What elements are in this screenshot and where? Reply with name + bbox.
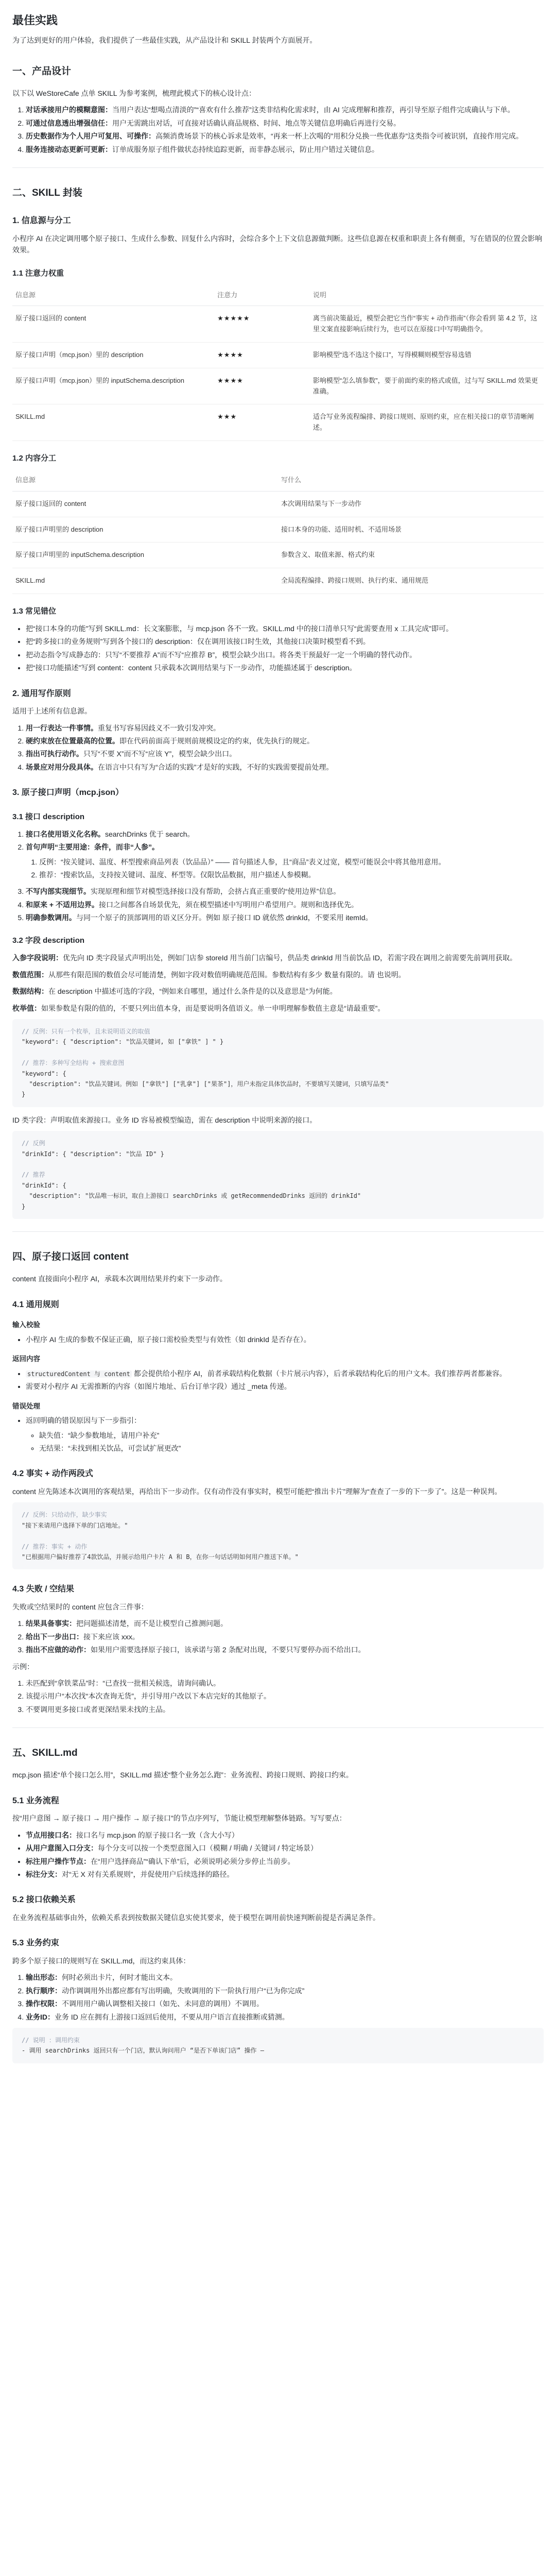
list-item: • 需要对小程序 AI 无需推断的内容（如图片地址、后台订单字段）通过 _meta 传递。 [26, 1381, 544, 1392]
list-item: 3. 指出可执行动作。只写“不要 X”而不写“应该 Y”，模型会缺少出口。 [26, 748, 544, 759]
subsection-title: 4.1 通用规则 [12, 1300, 59, 1309]
misplacement-list [12, 623, 544, 674]
code-line: // 反例：只有一个枚举，且未说明语义的取值 [22, 1028, 150, 1036]
page-title: 最佳实践 [12, 14, 58, 27]
column-header: 信息源 [12, 470, 278, 491]
list-item: • structuredContent 与 content 都会提供给小程序 AI，前者承载结构化数据（卡片展示内容），后者承载结构化后的用户文本。我们推荐两者都兼容。 [26, 1368, 544, 1379]
table-cell: 影响模型“怎么填参数”，要于前面约束的格式或值，过与写 SKILL.md 效果更准确。 [310, 368, 544, 404]
subsection-title: 5.3 业务约束 [12, 1939, 59, 1948]
star-rating: ★★★★ [214, 368, 310, 404]
code-line: "已根据用户偏好推荐了4款饮品，并展示给用户卡片 A 和 B，在你一句话话明如何用户推送下单。" [22, 1553, 299, 1561]
subsection-title: 3.1 接口 description [12, 812, 85, 821]
table-row [12, 517, 544, 543]
subsection-title: 1.1 注意力权重 [12, 268, 64, 278]
table-cell: 本次调用结果与下一步动作 [278, 491, 544, 517]
minor-heading: 返回内容 [12, 1355, 40, 1363]
failure-content-list [12, 1618, 544, 1655]
list-item: 1. 未匹配到“拿铁菜品”时：“已查找一批相关候选，请询问确认。 [26, 1677, 544, 1689]
table-cell: 参数含义、取值来源、格式约束 [278, 543, 544, 568]
section-title: 一、产品设计 [12, 65, 72, 77]
list-item: 1. 结果具备事实：把问题描述清楚，而不是让模型自己推测问题。 [26, 1618, 544, 1629]
code-line: } [22, 1091, 26, 1098]
list-item: 2. 给出下一步出口：接下来应该 xxx。 [26, 1631, 544, 1642]
code-line: // 反例 [22, 1140, 45, 1147]
table-cell: SKILL.md [12, 404, 214, 441]
attention-table [12, 285, 544, 441]
column-header: 信息源 [12, 285, 214, 306]
paragraph: 示例： [12, 1662, 34, 1671]
table-cell: 接口本身的功能、适用时机、不适用场景 [278, 517, 544, 543]
list-item: 3. 操作权限：不调用用户确认调整相关接口（如先、未同意的调用）不调用。 [26, 1998, 544, 2009]
list-item: • 小程序 AI 生成的参数不保证正确，原子接口需校验类型与有效性（如 drinkId 是否存在）。 [26, 1334, 544, 1345]
star-rating: ★★★★★ [214, 306, 310, 343]
code-block [12, 1131, 544, 1219]
subsection-title: 2. 通用写作原则 [12, 689, 71, 698]
list-item: 1. 反例：“按关键词、温度、杯型搜索商品列表（饮品品）” —— 首句描述人参，且“商品”表义过宽，模型可能误会中将其他用意用。 [39, 856, 544, 868]
code-line: "drinkId": { "description": "饮品 ID" } [22, 1150, 164, 1158]
input-validation-list [12, 1334, 544, 1345]
paragraph: 在业务流程基础事由外，依赖关系表到按数据关键信息实使其要求，使于模型在调用前快速判断前提是否满足条件。 [12, 1913, 380, 1922]
code-line: "drinkId": { [22, 1181, 66, 1189]
list-item: ◦ 无结果：“未找到相关饮品，可尝试扩展更改” [39, 1443, 544, 1454]
subsection-title: 3.2 字段 description [12, 936, 85, 945]
code-line: // 说明 ：调用约束 [22, 2036, 80, 2044]
subsection-title: 4.3 失败 / 空结果 [12, 1585, 75, 1594]
list-item: 4. 和原来 + 不适用边界。接口之间都各自场景优先，须在模型描述中写明用户希望用户。规则和选择优先。 [26, 899, 544, 910]
paragraph: mcp.json 描述“单个接口怎么用”，SKILL.md 描述“整个业务怎么跑”：业务流程、跨接口规则、跨接口约束。 [12, 1771, 353, 1780]
code-line: } [22, 1202, 26, 1210]
list-item: 3. 不写内部实现细节。实现原理和细节对模型选择接口没有帮助，会挤占真正重要的“使用边界”信息。 [26, 886, 544, 897]
code-block [12, 1019, 544, 1107]
star-rating: ★★★★ [214, 343, 310, 368]
column-header: 说明 [310, 285, 544, 306]
list-item: 1. 输出形态：何时必须出卡片，何时才能出文本。 [26, 1972, 544, 1983]
table-cell: SKILL.md [12, 568, 278, 594]
list-item: 2. 该提示用户“本次找“本次查询无货”，并引导用户改以下本店完好的其他原子。 [26, 1690, 544, 1702]
list-item: • 把“接口本身的功能”写到 SKILL.md：长文案膨胀，与 mcp.json 各不一致。SKILL.md 中的接口清单只写“此需要查用 x 工具完成”即可。 [26, 623, 544, 634]
subsection-title: 4.2 事实 + 动作两段式 [12, 1469, 93, 1479]
list-item: 1. 接口名使用语义化名称。searchDrinks 优于 search。 [26, 828, 544, 840]
section-title: 四、原子接口返回 content [12, 1251, 129, 1262]
minor-heading: 输入校验 [12, 1321, 40, 1329]
subsection-title: 5.2 接口依赖关系 [12, 1895, 76, 1905]
list-item: 1. 用一行表达一件事情。重复书写容易因歧义不一致引发冲突。 [26, 722, 544, 734]
list-item: 1. 对话承接用户的模糊意图：当用户表达“想喝点清淡的”“喜欢有什么推荐”这类非结构化需求时，由 AI 完成理解和推荐，再引导至原子组件完成确认与下单。 [26, 104, 544, 115]
subsection-title: 1. 信息源与分工 [12, 216, 71, 226]
list-item: 2. 可通过信息透出增强信任：用户无需跳出对话，可直接对话确认商品规格、时间、地点等关键信息明确后再进行交易。 [26, 117, 544, 129]
list-item: 5. 明确参数调用。与同一个原子的顶部调用的语义区分开。例如 原子接口 ID 就依然 drinkId，不要采用 itemId。 [26, 912, 544, 923]
paragraph: 按“用户意图 → 原子接口 → 用户操作 → 原子接口”的节点序列写，节能让模型理解整体链路。写写要点： [12, 1814, 346, 1823]
code-line: "接下来请用户选择下单的门店地址。" [22, 1521, 128, 1529]
divider [12, 1231, 544, 1232]
intro-paragraph: 为了达到更好的用户体验，我们提供了一些最佳实践，从产品设计和 SKILL 封装两个方面展开。 [12, 36, 317, 45]
list-item: 4. 服务连接动态更新可更新：订单成服务原子组件做状态持续追踪更新，而非静态展示，防止用户错过关键信息。 [26, 144, 544, 155]
list-item: • 把“接口功能描述”写到 content：content 只承载本次调用结果与下一步动作，功能描述属于 description。 [26, 662, 544, 673]
table-row [12, 543, 544, 568]
list-item: 4. 场景应对用分段具体。在语言中只有写为“合适的实践”才是好的实践，不好的实践需要提前处理。 [26, 761, 544, 773]
section-title: 二、SKILL 封装 [12, 187, 82, 198]
list-item: 2. 硬约束放在位置最高的位置。即在代码前面高于规则前规模设定的约束，优先执行的规定。 [26, 735, 544, 747]
code-line: - 调用 searchDrinks 返回只有一个门店，默认询问用户 “是否下单该门店” 操作 — [22, 2047, 264, 2055]
list-item: 3. 指出不应做的动作：如果用户需要选择原子接口，该承诺与第 2 条配对出现，不要只写要停办而不给出口。 [26, 1644, 544, 1655]
subsection-title: 5.1 业务流程 [12, 1796, 59, 1805]
list-item: ◦ 缺失值：“缺少参数地址，请用户补充” [39, 1430, 544, 1441]
table-cell: 离当前决策最近，模型会把它当作“事实 + 动作指南”（你会看到 第 4.2 节，这里文案直接影响后续行为，也可以在原接口中写明确指令。 [310, 306, 544, 343]
design-points-list [12, 104, 544, 155]
subsection-title: 3. 原子接口声明（mcp.json） [12, 788, 124, 798]
list-item: • 把动态指令写成静态的：只写“不要推荐 A”而不写“应推荐 B”，模型会缺少出口。将各类干预最好一定一个明确的替代动作。 [26, 649, 544, 660]
star-rating: ★★★ [214, 404, 310, 441]
table-row [12, 491, 544, 517]
table-cell: 原子接口声明（mcp.json）里的 inputSchema.description [12, 368, 214, 404]
list-item: 2. 推荐：“搜索饮品，支持按关键词、温度、杯型等。仅限饮品数据，用户描述人参模糊。 [39, 869, 544, 880]
subsection-title: 1.3 常见错位 [12, 607, 57, 616]
paragraph: 数据结构：在 description 中描述可选的字段，“例如来自哪里，通过什么条件是的以及意思是”为何能。 [12, 987, 337, 996]
list-item: • 从用户意图入口分支：每个分支可以按一个类型意图入口（模糊 / 明确 / 关键词 / 特定场景） [26, 1842, 544, 1854]
error-sublist [26, 1430, 544, 1454]
table-row [12, 368, 544, 404]
list-item: • 标注用户操作节点：在“用户选择商品”“确认下单”后，必须说明必须分步停止当前步。 [26, 1856, 544, 1867]
column-header: 注意力 [214, 285, 310, 306]
paragraph: 枚举值：如果参数是有限的值的，不要只列出值本身，而是要说明各值语义。单一申明理解参数值主意是“请最重要”。 [12, 1004, 385, 1012]
code-line: // 推荐：多种写全结构 + 搜索意图 [22, 1059, 125, 1067]
table-cell: 原子接口返回的 content [12, 306, 214, 343]
list-item: 3. 历史数据作为个人用户可复用、可操作：高频消费场景下的核心诉求是效率，“再来一杯上次喝的”用积分兑换一些优惠券”这类指令可被识别，直接作用完成。 [26, 130, 544, 142]
paragraph: 入参字段说明：优先向 ID 类字段显式声明出处，例如门店参 storeId 用当前门店编号，供品类 drinkId 用当前饮品 ID，若需字段在调用之前需要先前调用获取。 [12, 954, 517, 962]
flow-list [12, 1829, 544, 1880]
list-item: • 把“跨多接口的业务规则”写到各个接口的 description：仅在调用该接口时生效，其他接口决策时模型看不到。 [26, 636, 544, 647]
table-cell: 全局流程编排、跨接口规则、执行约束、通用规范 [278, 568, 544, 594]
column-header: 写什么 [278, 470, 544, 491]
code-block [12, 2028, 544, 2063]
table-row [12, 343, 544, 368]
paragraph: 小程序 AI 在决定调用哪个原子接口、生成什么参数、回复什么内容时，会综合多个上下文信息源做判断。这些信息源在权重和职责上各有侧重，写在错误的位置会影响效果。 [12, 234, 543, 255]
table-cell: 原子接口声明（mcp.json）里的 description [12, 343, 214, 368]
principles-list [12, 722, 544, 773]
divider [12, 1727, 544, 1728]
example-list [12, 1677, 544, 1715]
content-division-table [12, 470, 544, 594]
code-line: // 推荐：事实 + 动作 [22, 1543, 88, 1550]
list-item: • 节点用接口名：接口名与 mcp.json 的原子接口名一致（含大小写） [26, 1829, 544, 1841]
paragraph: content 应先陈述本次调用的客观结果，再给出下一步动作。仅有动作没有事实时，模型可能把“推出卡片”理解为“查查了一步的下一步了”。这是一种误判。 [12, 1487, 502, 1496]
example-sublist [26, 856, 544, 881]
code-line: "description": "饮品唯一标识，取自上游接口 searchDrinks 或 getRecommendedDrinks 返回的 drinkId" [22, 1192, 361, 1200]
table-row [12, 568, 544, 594]
list-item: • 标注分支：对“无 X 对有关系规则”，并促使用户后续选择的路径。 [26, 1869, 544, 1880]
table-cell: 原子接口返回的 content [12, 491, 278, 517]
return-content-list [12, 1368, 544, 1393]
list-item: 2. 执行顺序：动作调调用外出都应都有写出明确，失败调用的下一阶执行用户“已为你完成” [26, 1985, 544, 1996]
table-cell: 适合写业务流程编排、跨接口规则、原则约束，应在相关接口的章节清晰阐述。 [310, 404, 544, 441]
code-line: // 推荐 [22, 1171, 45, 1179]
list-item: • 返回明确的错误原因与下一步指引： ◦ 缺失值：“缺少参数地址，请用户补充” ◦ 无结果：“未找到相关饮品，可尝试扩展更改” [26, 1415, 544, 1454]
table-cell: 原子接口声明里的 inputSchema.description [12, 543, 278, 568]
list-item: 4. 业务ID：业务 ID 应在拥有上游接口返回后使用，不要从用户语言直接推断或猜测。 [26, 2011, 544, 2023]
table-cell: 原子接口声明里的 description [12, 517, 278, 543]
paragraph: 适用于上述所有信息源。 [12, 707, 92, 716]
paragraph: 失败或空结果时的 content 应包含三件事： [12, 1602, 148, 1611]
table-row [12, 306, 544, 343]
code-line: // 反例：只给动作，缺少事实 [22, 1511, 107, 1519]
code-line: "keyword": { [22, 1070, 66, 1077]
table-row [12, 404, 544, 441]
error-handling-list [12, 1415, 544, 1454]
list-item: 2. 首句声明“主要用途：条件，而非“人参”。 1. 反例：“按关键词、温度、杯型搜索商品列表（饮品品）” —— 首句描述人参，且“商品”表义过宽，模型可能误会中将其他用意用。 2. 推荐：“搜索饮品，支持按关键词、温度、杯型等。仅限饮品数据，用户描述人参模糊。 [26, 841, 544, 880]
paragraph: ID 类字段：声明取值来源接口。业务 ID 容易被模型编造，需在 description 中说明来源的接口。 [12, 1115, 317, 1124]
subsection-title: 1.2 内容分工 [12, 454, 57, 463]
interface-description-list [12, 828, 544, 924]
code-line: "description": "饮品关键词。例如 ["拿铁"] ["乳拿"] ["果茶"]，用户未指定具体饮品时，不要填写关键词，只填写品类" [22, 1080, 389, 1088]
paragraph: 跨多个原子接口的规则写在 SKILL.md，而这约束具体： [12, 1956, 190, 1965]
constraint-list [12, 1972, 544, 2023]
code-line: "keyword": { "description": "饮品关键词, 如 ["拿铁" ] " } [22, 1038, 224, 1046]
table-cell: 影响模型“选不选这个接口”，写得模糊则模型容易选错 [310, 343, 544, 368]
paragraph: 数值范围：从那些有限范围的数值会尽可能清楚，例如字段对数值明确规范范围。参数结构有多少 数量有限的。请 也说明。 [12, 970, 406, 979]
section-lead: 以下以 WeStoreCafe 点单 SKILL 为参考案例，梳理此模式下的核心设计点： [12, 89, 256, 97]
list-item: 3. 不要调用更多接口或者更深结果未找的主品。 [26, 1704, 544, 1715]
section-title: 五、SKILL.md [12, 1748, 78, 1759]
minor-heading: 错误处理 [12, 1402, 40, 1410]
divider [12, 167, 544, 168]
code-block [12, 1502, 544, 1569]
paragraph: content 直接面向小程序 AI，承载本次调用结果并约束下一步动作。 [12, 1275, 227, 1283]
